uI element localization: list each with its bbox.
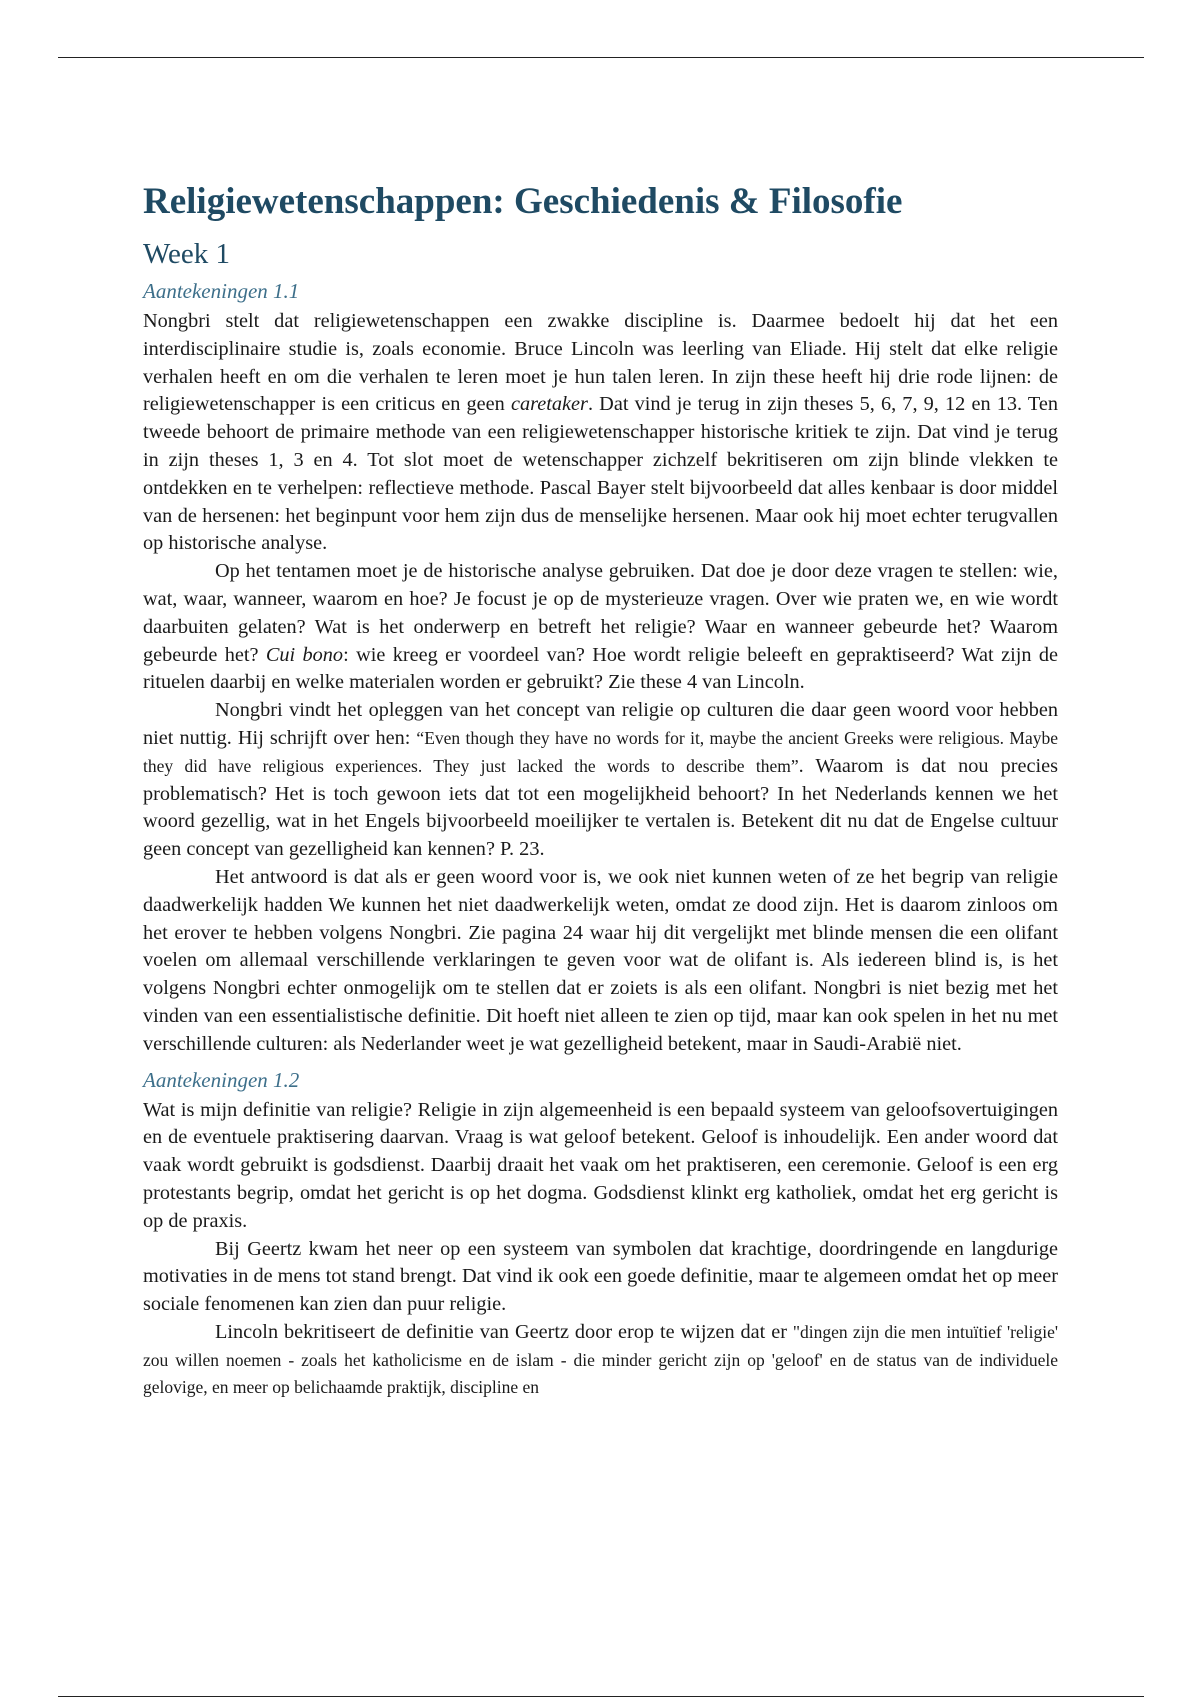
document-page: [143, 176, 1058, 1402]
paragraph: Het antwoord is dat als er geen woord voor is, we ook niet kunnen weten of ze het begrip van religie daadwerkelijk hadden We kunnen het niet daadwerkelijk weten, omdat ze dood zijn. Het is daarom zinloos om het erover te hebben volgens Nongbri. Zie pagina 24 waar hij dit vergelijkt met blinde mensen die een olifant voelen om allemaal verschillende verklaringen te geven voor wat de olifant is. Als iedereen blind is, is het volgens Nongbri echter onmogelijk om te stellen dat er zoiets is als een olifant. Nongbri is niet bezig met het vinden van een essentialistische definitie. Dit hoeft niet alleen te zien op tijd, maar kan ook spelen in het nu met verschillende culturen: als Nederlander weet je wat gezelligheid betekent, maar in Saudi-Arabië niet.: [143, 865, 1058, 1055]
week-heading: Week 1: [143, 238, 231, 270]
bottom-rule: [58, 1696, 1144, 1697]
paragraph: Bij Geertz kwam het neer op een systeem van symbolen dat krachtige, doordringende en langdurige motivaties in de mens tot stand brengt. Dat vind ik ook een goede definitie, maar te algemeen omdat het op meer sociale fenomenen kan zien dan puur religie.: [143, 1237, 1058, 1316]
quotation: “Even though they have no words for it, maybe the ancient Greeks were religious. Maybe they did have religious experiences. They just lacked the words to describe them”: [143, 727, 1058, 776]
section-heading-1-2: Aantekeningen 1.2: [143, 1067, 300, 1092]
document-title: Religiewetenschappen: Geschiedenis & Filosofie: [143, 181, 903, 222]
paragraph: Op het tentamen moet je de historische analyse gebruiken. Dat doe je door deze vragen te stellen: wie, wat, waar, wanneer, waarom en hoe? Je focust je op de mysterieuze vragen. Over wie praten we, en wie wordt daarbuiten gelaten? Wat is het onderwerp en betreft het religie? Waar en wanneer gebeurde het? Waarom gebeurde het? Cui bono: wie kreeg er voordeel van? Hoe wordt religie beleeft en gepraktiseerd? Wat zijn de rituelen daarbij en welke materialen worden er gebruikt? Zie these 4 van Lincoln.: [143, 560, 1058, 694]
emphasis-term: Cui bono: [265, 643, 344, 666]
emphasis-term: caretaker: [510, 393, 588, 416]
quotation: "dingen zijn die men intuïtief 'religie' zou willen noemen - zoals het katholicisme en de islam - die minder gericht zijn op 'geloof' en de status van de individuele gelovige, en meer op belichaamde praktijk, discipline en: [143, 1321, 1058, 1398]
paragraph: Lincoln bekritiseert de definitie van Geertz door erop te wijzen dat er "dingen zijn die men intuïtief 'religie' zou willen noemen - zoals het katholicisme en de islam - die minder gericht zijn op 'geloof' en de status van de individuele gelovige, en meer op belichaamde praktijk, discipline en: [143, 1320, 1058, 1398]
section-heading-1-1: Aantekeningen 1.1: [143, 279, 300, 303]
paragraph: Wat is mijn definitie van religie? Religie in zijn algemeenheid is een bepaald systeem van geloofsovertuigingen en de eventuele praktisering daarvan. Vraag is wat geloof betekent. Geloof is inhoudelijk. Een ander woord dat vaak wordt gebruikt is godsdienst. Daarbij draait het vaak om het praktiseren, een ceremonie. Geloof is een erg protestants begrip, omdat het gericht is op het dogma. Godsdienst klinkt erg katholiek, omdat het erg gericht is op de praxis.: [143, 1098, 1058, 1232]
paragraph: Nongbri stelt dat religiewetenschappen een zwakke discipline is. Daarmee bedoelt hij dat het een interdisciplinaire studie is, zoals economie. Bruce Lincoln was leerling van Eliade. Hij stelt dat elke religie verhalen heeft en om die verhalen te leren moet je hun talen leren. In zijn these heeft hij drie rode lijnen: de religiewetenschapper is een criticus en geen caretaker. Dat vind je terug in zijn theses 5, 6, 7, 9, 12 en 13. Ten tweede behoort de primaire methode van een religiewetenschapper historische kritiek te zijn. Dat vind je terug in zijn theses 1, 3 en 4. Tot slot moet de wetenschapper zichzelf bekritiseren om zijn blinde vlekken te ontdekken en te verhelpen: reflectieve methode. Pascal Bayer stelt bijvoorbeeld dat alles kenbaar is door middel van de hersenen: het beginpunt voor hem zijn dus de menselijke hersenen. Maar ook hij moet echter terugvallen op historische analyse.: [143, 310, 1058, 555]
top-rule: [58, 57, 1144, 58]
paragraph: Nongbri vindt het opleggen van het concept van religie op culturen die daar geen woord voor hebben niet nuttig. Hij schrijft over hen: “Even though they have no words for it, maybe the ancient Greeks were religious. Maybe they did have religious experiences. They just lacked the words to describe them”. Waarom is dat nou precies problematisch? Het is toch gewoon iets dat tot een mogelijkheid behoort? In het Nederlands kennen we het woord gezellig, wat in het Engels bijvoorbeeld moeilijker te vertalen is. Betekent dit nu dat de Engelse cultuur geen concept van gezelligheid kan kennen? P. 23.: [143, 699, 1058, 861]
